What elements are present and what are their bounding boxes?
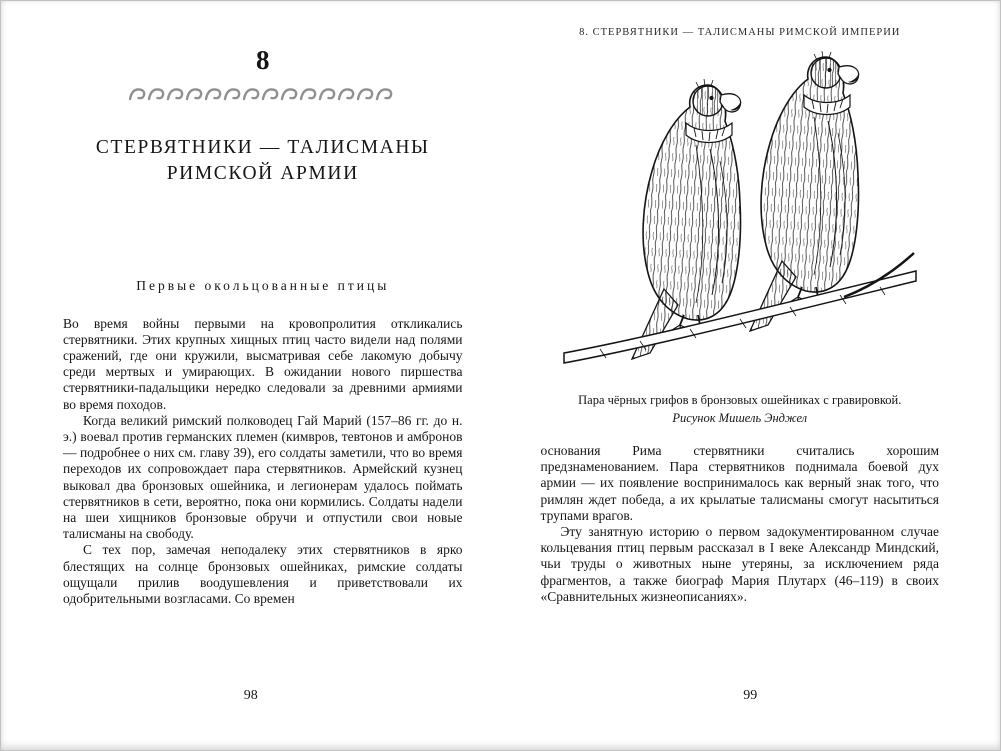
- chapter-number: 8: [256, 45, 270, 75]
- body-paragraph: Эту занятную историю о первом задокументированном случае кольцевания птиц первым рассказал в I веке Александр Миндский, чьи труды о животных ныне утеряны, за исключением ряда фрагментов, а также биограф Мария Плутарх (46–119) в своих «Сравнительных жизнеописаниях».: [540, 524, 939, 604]
- left-body-text: [63, 316, 463, 608]
- page-right: [501, 1, 1001, 750]
- illustration-credit: Рисунок Мишель Энджел: [672, 410, 808, 425]
- body-paragraph: Во время войны первыми на кровопролития откликались стервятники. Этих крупных хищных птиц часто видели над полями сражений, где они кружили, высматривая себе лакомую добычу среди мертвых и умирающих. В ожидании нового пиршества стервятники-падальщики нередко следовали за древними армиями во время походов.: [63, 315, 463, 412]
- body-paragraph: Когда великий римский полководец Гай Марий (157–86 гг. до н. э.) воевал против германских племен (кимвров, тевтонов и амбронов — подробнее о них см. главу 39), его солдаты заметили, что во время переходов их сопровождает пара стервятников. Армейский кузнец выковал два бронзовых ошейника, и легионерам удалось поймать стервятников в сети, вероятно, пока они кормились. Солдаты надели на шеи хищников бронзовые обручи и отпустили свои новые талисманы на свободу.: [63, 412, 463, 542]
- body-paragraph: основания Рима стервятники считались хорошим предзнаменованием. Пара стервятников поднимала боевой дух армии — их появление воспринималось как верный знак того, что римлян ждет победа, а их крылатые талисманы смогут насытиться трупами врагов.: [540, 443, 939, 523]
- body-paragraph: С тех пор, замечая неподалеку этих стервятников в ярко блестящих на солнце бронзовых ошейниках, римские солдаты ощущали прилив воодушевления и приветствовали их одобрительными возгласами. Со времен: [63, 542, 463, 607]
- chapter-title-line2: РИМСКОЙ АРМИИ: [166, 163, 359, 185]
- illustration-caption: [541, 392, 940, 427]
- page-number: 99: [743, 688, 758, 703]
- wave-ornament-icon: [63, 86, 463, 109]
- section-heading: Первые окольцованные птицы: [136, 277, 390, 293]
- running-header: 8. СТЕРВЯТНИКИ — ТАЛИСМАНЫ РИМСКОЙ ИМПЕРИИ: [579, 27, 901, 38]
- page-left: [1, 1, 501, 750]
- chapter-title-line1: СТЕРВЯТНИКИ — ТАЛИСМАНЫ: [95, 137, 430, 158]
- caption-text: Пара чёрных грифов в бронзовых ошейниках с гравировкой.: [578, 393, 902, 407]
- page-number: 98: [243, 688, 258, 703]
- chapter-title: [63, 135, 463, 188]
- right-body-text: [541, 443, 940, 605]
- vulture-illustration: [541, 48, 940, 380]
